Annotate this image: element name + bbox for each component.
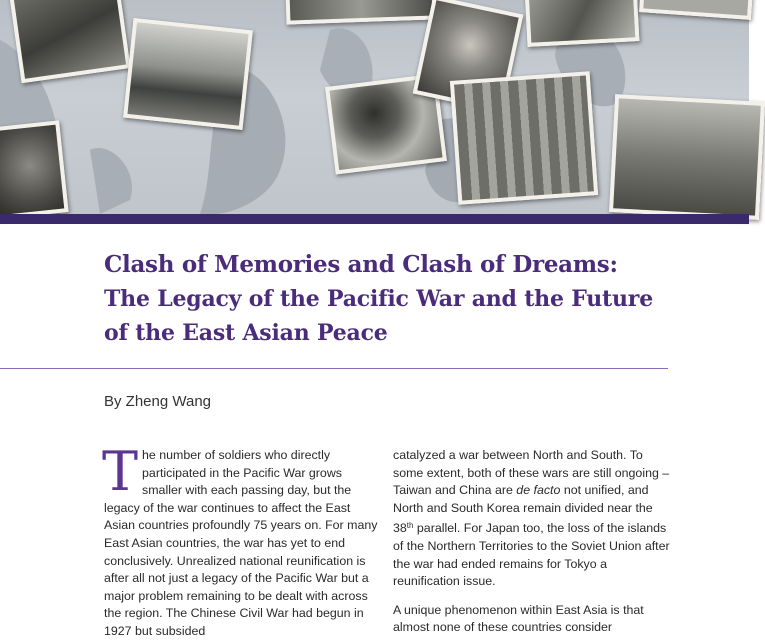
superscript: th [406,521,414,531]
italic-term: de facto [516,483,561,498]
paragraph-text: parallel. For Japan too, the loss of the islands of the Northern Territories to the Soviet Union after the war had ended remains for Tokyo a reunification issue. [393,521,670,589]
photo-pilot [0,120,69,219]
photo-civilians [525,0,640,47]
paragraph [393,602,675,637]
paragraph-text: not unified, and North and South Korea remain divided near the 38 [393,483,653,536]
article-title [104,248,704,350]
title-line-1: Clash of Memories and Clash of Dreams: [104,251,618,278]
byline: By Zheng Wang [104,393,211,410]
paragraph-text: he number of soldiers who directly participated in the Pacific War grows smaller with each passing day, but the legacy of the war continues to affect the East Asian countries profoundly 75 years on. For many East Asian countries, the war has yet to end conclusively. Unrealized national reunification is after all not just a legacy of the Pacific War but a major problem remaining to be dealt with across the region. The Chinese Civil War had begun in 1927 but subsided [104,448,378,638]
paragraph-text: catalyzed a war between North and South. To some extent, both of these wars are still ongoing – Taiwan and China are [393,448,670,498]
paragraph [393,447,675,591]
header-photo-collage [0,0,749,214]
photo-naval-ship [123,18,253,130]
body-column-1 [102,440,380,641]
photo-surrender-ceremony [609,94,765,220]
paragraph [102,440,380,641]
body-column-2 [393,447,675,637]
title-rule [0,368,668,369]
paragraph-text: A unique phenomenon within East Asia is that almost none of these countries consider [393,602,644,635]
purple-divider-band [0,214,749,224]
title-line-3: of the East Asian Peace [104,320,388,346]
drop-cap: T [102,440,139,503]
photo-prisoners-line [450,71,598,204]
title-line-2: The Legacy of the Pacific War and the Future [104,286,653,312]
